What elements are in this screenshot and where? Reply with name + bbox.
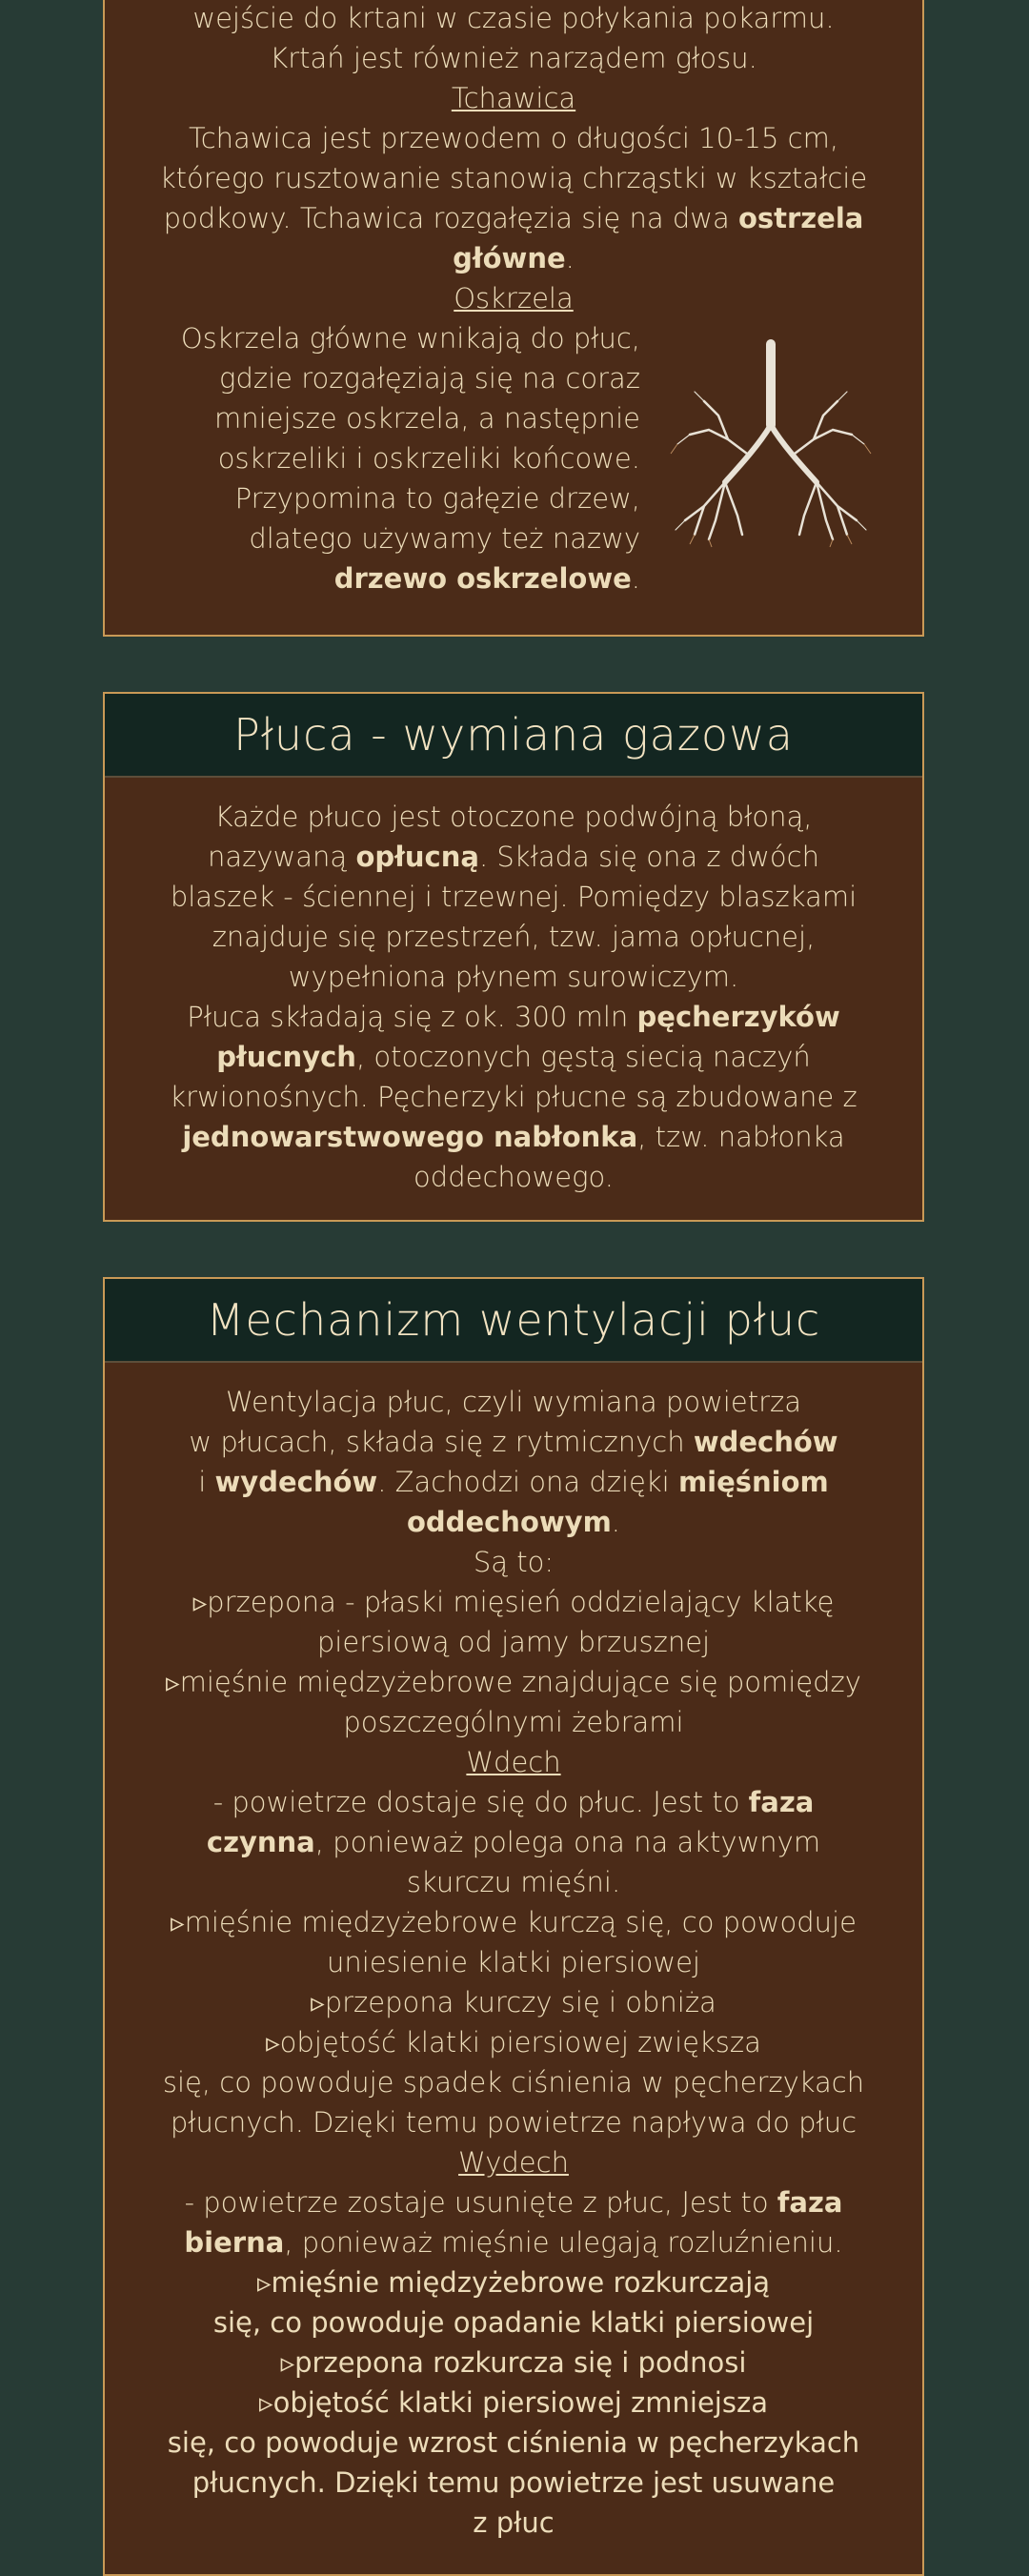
- oskrzela-line: gdzie rozgałęziają się na coraz: [219, 362, 640, 395]
- card-title: Mechanizm wentylacji płuc: [105, 1279, 922, 1363]
- lungs-bronchial-tree-icon: [657, 318, 884, 549]
- bold-term: mięśniom: [677, 1466, 829, 1498]
- card-ventilation: [103, 1277, 924, 2576]
- text-line: znajduje się przestrzeń, tzw. jama opłucnej,: [212, 921, 816, 953]
- text-line: Płuca składają się z ok. 300 mln pęcherzyków: [187, 1001, 840, 1033]
- text-line: bierna, ponieważ mięśnie ulegają rozluźnieniu.: [184, 2226, 843, 2259]
- bold-term: drzewo oskrzelowe: [333, 562, 632, 595]
- wydech-heading: Wydech: [458, 2146, 569, 2179]
- tchawica-line: Tchawica jest przewodem o długości 10-15 cm,: [188, 122, 839, 154]
- bullet-line: ▹objętość klatki piersiowej zwiększa: [266, 2026, 761, 2059]
- oskrzela-line: Przypomina to gałęzie drzew,: [234, 482, 640, 515]
- tchawica-line: główne.: [453, 242, 575, 274]
- oskrzela-text: [143, 318, 657, 598]
- bullet-line: ▹objętość klatki piersiowej zmniejsza: [259, 2386, 768, 2419]
- tchawica-heading: Tchawica: [451, 82, 576, 114]
- bold-term: płucnych: [216, 1041, 356, 1073]
- text-line: Każde płuco jest otoczone podwójną błoną,: [214, 801, 813, 833]
- intro-line: wejście do krtani w czasie połykania pokarmu.: [192, 2, 835, 34]
- text-line: nazywaną opłucną. Składa się ona z dwóch: [208, 841, 819, 873]
- bold-term: ostrzela: [737, 202, 864, 234]
- bullet-line: ▹mięśnie międzyżebrowe znajdujące się pomiędzy: [166, 1666, 861, 1698]
- bold-term: oddechowym: [407, 1506, 612, 1538]
- text-line: czynna, ponieważ polega ona na aktywnym: [206, 1826, 821, 1858]
- oskrzela-heading: Oskrzela: [454, 282, 574, 314]
- bold-term: główne: [453, 242, 566, 274]
- text-line: płucnych, otoczonych gęstą siecią naczyń: [216, 1041, 811, 1073]
- oskrzela-line: mniejsze oskrzela, a następnie: [213, 402, 640, 435]
- text-line: z płuc: [473, 2506, 555, 2539]
- bold-term: faza: [777, 2186, 843, 2219]
- text-line: krwionośnych. Pęcherzyki płucne są zbudowane z: [170, 1081, 858, 1113]
- bold-term: opłucną: [355, 841, 479, 873]
- text-line: się, co powoduje wzrost ciśnienia w pęcherzykach: [167, 2426, 860, 2459]
- bold-term: jednowarstwowego nabłonka: [182, 1121, 638, 1153]
- text-line: - powietrze dostaje się do płuc. Jest to faza: [212, 1786, 815, 1818]
- text-line: - powietrze zostaje usunięte z płuc, Jest to faza: [184, 2186, 843, 2219]
- text-line: poszczególnymi żebrami: [343, 1706, 684, 1738]
- bold-term: wydechów: [214, 1466, 378, 1498]
- oskrzela-line: Oskrzela główne wnikają do płuc,: [180, 322, 640, 355]
- bullet-line: ▹przepona kurczy się i obniża: [311, 1986, 716, 2018]
- bold-term: wdechów: [693, 1426, 838, 1458]
- bullet-line: ▹przepona rozkurcza się i podnosi: [280, 2346, 747, 2379]
- tchawica-line: którego rusztowanie stanowią chrząstki w kształcie: [159, 162, 868, 194]
- text-line: Są to:: [473, 1546, 555, 1578]
- text-line: piersiową od jamy brzusznej: [316, 1626, 711, 1658]
- oskrzela-line: oskrzeliki i oskrzeliki końcowe.: [217, 442, 640, 475]
- oskrzela-line: dlatego używamy też nazwy: [249, 522, 640, 555]
- bullet-line: ▹mięśnie międzyżebrowe kurczą się, co powoduje: [171, 1906, 857, 1938]
- card-airways: [103, 0, 924, 637]
- text-line: oddechowym.: [407, 1506, 620, 1538]
- text-line: uniesienie klatki piersiowej: [327, 1946, 700, 1978]
- bold-term: faza: [748, 1786, 815, 1818]
- text-line: skurczu mięśni.: [406, 1866, 621, 1898]
- card-gas-exchange-body: [105, 778, 922, 1197]
- text-line: płucnych. Dzięki temu powietrze napływa do płuc: [170, 2106, 858, 2139]
- oskrzela-line: drzewo oskrzelowe.: [333, 562, 640, 595]
- text-line: wypełniona płynem surowiczym.: [288, 961, 739, 993]
- text-line: i wydechów. Zachodzi ona dzięki mięśniom: [198, 1466, 829, 1498]
- bullet-line: ▹przepona - płaski mięsień oddzielający klatkę: [192, 1586, 835, 1618]
- text-line: się, co powoduje spadek ciśnienia w pęcherzykach: [162, 2066, 865, 2099]
- bullet-line: ▹mięśnie międzyżebrowe rozkurczają: [256, 2266, 771, 2299]
- text-line: blaszek - ściennej i trzewnej. Pomiędzy blaszkami: [170, 881, 858, 913]
- text-line: w płucach, składa się z rytmicznych wdechów: [189, 1426, 838, 1458]
- card-ventilation-body: [105, 1363, 922, 2543]
- card-airways-body: [105, 0, 922, 598]
- bold-term: bierna: [184, 2226, 285, 2259]
- card-title: Płuca - wymiana gazowa: [105, 694, 922, 778]
- card-gas-exchange: [103, 692, 924, 1222]
- bold-term: czynna: [206, 1826, 315, 1858]
- bold-term: pęcherzyków: [636, 1001, 840, 1033]
- intro-line: Krtań jest również narządem głosu.: [270, 42, 757, 74]
- wdech-heading: Wdech: [466, 1746, 561, 1778]
- text-line: się, co powoduje opadanie klatki piersiowej: [212, 2306, 815, 2339]
- oskrzela-section: [143, 318, 884, 598]
- tchawica-line: podkowy. Tchawica rozgałęzia się na dwa ostrzela: [163, 202, 864, 234]
- text-line: oddechowego.: [414, 1161, 614, 1193]
- text-line: jednowarstwowego nabłonka, tzw. nabłonka: [182, 1121, 845, 1153]
- text-line: Wentylacja płuc, czyli wymiana powietrza: [225, 1386, 801, 1418]
- text-line: płucnych. Dzięki temu powietrze jest usuwane: [192, 2466, 836, 2499]
